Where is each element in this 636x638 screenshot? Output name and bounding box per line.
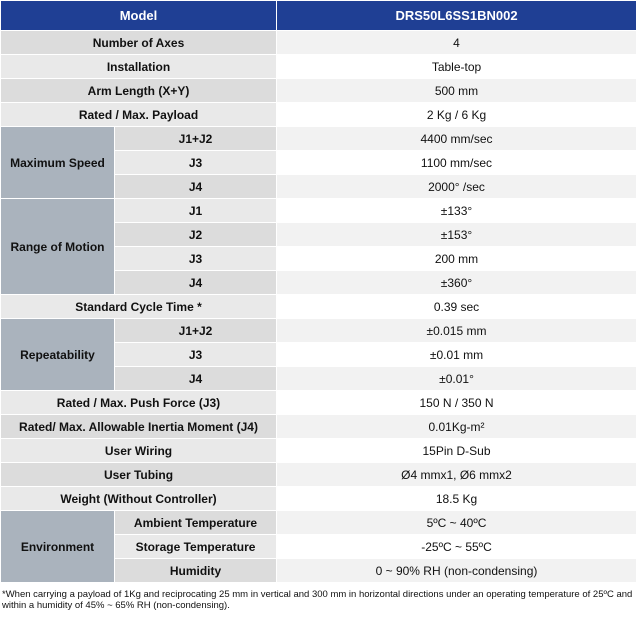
row-value: 2 Kg / 6 Kg <box>277 103 636 127</box>
row-value: 200 mm <box>277 247 636 271</box>
table-row <box>1 439 636 463</box>
sub-label: J2 <box>115 223 277 247</box>
row-value: -25ºC ~ 55ºC <box>277 535 636 559</box>
sub-label: J4 <box>115 271 277 295</box>
row-value: 150 N / 350 N <box>277 391 636 415</box>
header-model-value: DRS50L6SS1BN002 <box>277 1 636 31</box>
row-label: Installation <box>1 55 277 79</box>
group-label-repeatability: Repeatability <box>1 319 115 391</box>
table-row <box>1 319 636 343</box>
row-value: 5ºC ~ 40ºC <box>277 511 636 535</box>
row-value: 0.01Kg-m² <box>277 415 636 439</box>
row-value: Ø4 mmx1, Ø6 mmx2 <box>277 463 636 487</box>
sub-label: J1 <box>115 199 277 223</box>
row-label: Rated / Max. Payload <box>1 103 277 127</box>
row-value: 1100 mm/sec <box>277 151 636 175</box>
row-value: Table-top <box>277 55 636 79</box>
group-label-speed: Maximum Speed <box>1 127 115 199</box>
row-label: Weight (Without Controller) <box>1 487 277 511</box>
row-value: 4 <box>277 31 636 55</box>
table-row <box>1 415 636 439</box>
row-value: 0 ~ 90% RH (non-condensing) <box>277 559 636 583</box>
table-row <box>1 199 636 223</box>
row-value: 18.5 Kg <box>277 487 636 511</box>
row-value: 15Pin D-Sub <box>277 439 636 463</box>
row-value: 2000° /sec <box>277 175 636 199</box>
table-row <box>1 127 636 151</box>
sub-label: Ambient Temperature <box>115 511 277 535</box>
row-label: User Wiring <box>1 439 277 463</box>
row-value: 0.39 sec <box>277 295 636 319</box>
table-row <box>1 295 636 319</box>
row-value: ±133° <box>277 199 636 223</box>
header-row <box>1 1 636 31</box>
sub-label: J4 <box>115 367 277 391</box>
sub-label: J3 <box>115 247 277 271</box>
table-row <box>1 463 636 487</box>
row-value: ±0.015 mm <box>277 319 636 343</box>
sub-label: J1+J2 <box>115 319 277 343</box>
table-row <box>1 55 636 79</box>
table-row <box>1 391 636 415</box>
row-label: User Tubing <box>1 463 277 487</box>
sub-label: J1+J2 <box>115 127 277 151</box>
table-row <box>1 31 636 55</box>
sub-label: J3 <box>115 343 277 367</box>
row-label: Standard Cycle Time * <box>1 295 277 319</box>
row-value: 500 mm <box>277 79 636 103</box>
sub-label: J4 <box>115 175 277 199</box>
row-label: Rated / Max. Push Force (J3) <box>1 391 277 415</box>
table-row <box>1 79 636 103</box>
row-label: Number of Axes <box>1 31 277 55</box>
row-value: 4400 mm/sec <box>277 127 636 151</box>
footnote: *When carrying a payload of 1Kg and reciprocating 25 mm in vertical and 300 mm in horizontal directions under an operating temperature of 25ºC and within a humidity of 45% ~ 65% RH (non-condensing). <box>2 589 633 611</box>
header-model-label: Model <box>1 1 277 31</box>
sub-label: J3 <box>115 151 277 175</box>
table-row <box>1 103 636 127</box>
sub-label: Storage Temperature <box>115 535 277 559</box>
row-value: ±0.01° <box>277 367 636 391</box>
row-label: Rated/ Max. Allowable Inertia Moment (J4) <box>1 415 277 439</box>
row-value: ±0.01 mm <box>277 343 636 367</box>
table-row <box>1 511 636 535</box>
sub-label: Humidity <box>115 559 277 583</box>
row-label: Arm Length (X+Y) <box>1 79 277 103</box>
table-row <box>1 487 636 511</box>
row-value: ±360° <box>277 271 636 295</box>
row-value: ±153° <box>277 223 636 247</box>
group-label-environment: Environment <box>1 511 115 583</box>
group-label-motion: Range of Motion <box>1 199 115 295</box>
